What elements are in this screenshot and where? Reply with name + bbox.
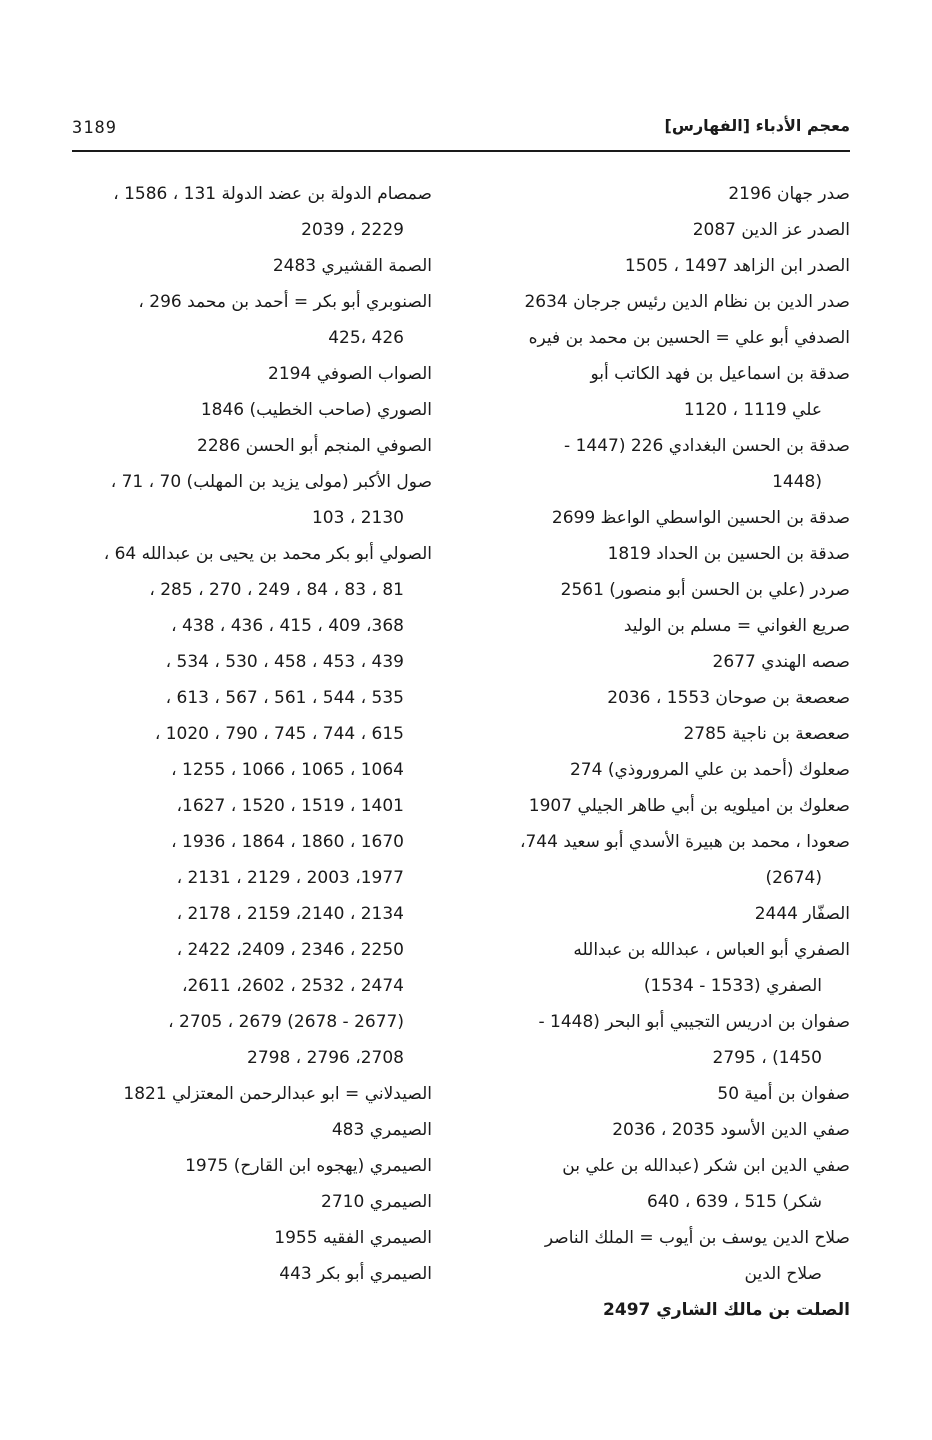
index-entry-continuation: 2250 ، 2346 ، 2409، 2422 ، <box>176 940 404 960</box>
page-number: 3189 <box>72 118 117 138</box>
index-entry: صدقة بن الحسين الواسطي الواعظ 2699 <box>551 508 850 528</box>
index-entry: الصواب الصوفي 2194 <box>268 364 432 384</box>
index-entry-continuation: (1448 <box>772 472 822 492</box>
index-entry: الصمة القشيري 2483 <box>272 256 432 276</box>
index-entry-continuation: 439 ، 453 ، 458 ، 530 ، 534 ، <box>165 652 404 672</box>
index-entry: الصيدلاني = ابو عبدالرحمن المعتزلي 1821 <box>123 1084 432 1104</box>
index-entry-continuation: 1401 ، 1519 ، 1520 ، 1627، <box>176 796 404 816</box>
index-entry: الصيمري (يهجوه ابن القارح) 1975 <box>185 1156 432 1176</box>
index-entry: الصدر ابن الزاهد 1497 ، 1505 <box>624 256 850 276</box>
index-entry: صعصعة بن ناجية 2785 <box>683 724 850 744</box>
index-entry: صعصعة بن صوحان 1553 ، 2036 <box>607 688 850 708</box>
index-entry-continuation: شكر) 515 ، 639 ، 640 <box>646 1192 822 1212</box>
index-entry-continuation: 535 ، 544 ، 561 ، 567 ، 613 ، <box>165 688 404 708</box>
index-entry: الصدفي أبو علي = الحسين بن محمد بن فيره <box>528 328 850 348</box>
index-entry: صعودا ، محمد بن هبيرة الأسدي أبو سعيد 744، <box>519 832 850 852</box>
index-entry: صدر جهان 2196 <box>728 184 850 204</box>
index-entry: الصدر عز الدين 2087 <box>692 220 850 240</box>
index-entry: صفوان بن أمية 50 <box>717 1084 850 1104</box>
index-entry: صفي الدين ابن شكر (عبدالله بن علي بن <box>562 1156 850 1176</box>
index-entry: صول الأكبر (مولى يزيد بن المهلب) 70 ، 71 ، <box>110 472 432 492</box>
index-entry: الصيمري الفقيه 1955 <box>274 1228 432 1248</box>
index-entry: صمصام الدولة بن عضد الدولة 131 ، 1586 ، <box>113 184 432 204</box>
index-entry-continuation: 2130 ، 103 <box>311 508 404 528</box>
index-entry: الصوفي المنجم أبو الحسن 2286 <box>197 436 432 456</box>
index-entry: صدقة بن اسماعيل بن فهد الكاتب أبو <box>590 364 850 384</box>
index-entry-continuation: 368، 409 ، 415 ، 436 ، 438 ، <box>171 616 404 636</box>
index-entry-continuation: 1064 ، 1065 ، 1066 ، 1255 ، <box>171 760 404 780</box>
index-column-right <box>490 176 850 1328</box>
index-entry-continuation: الصفري (1533 - 1534) <box>643 976 822 996</box>
index-entry: صريع الغواني = مسلم بن الوليد <box>623 616 850 636</box>
index-entry: الصفري أبو العباس ، عبدالله بن عبدالله <box>573 940 850 960</box>
index-entry-continuation: 2708، 2796 ، 2798 <box>247 1048 404 1068</box>
index-entry: صصه الهندي 2677 <box>712 652 850 672</box>
index-entry: الصنوبري أبو بكر = أحمد بن محمد 296 ، <box>138 292 432 312</box>
book-title: معجم الأدباء [الفهارس] <box>664 116 850 135</box>
index-entry: الصيمري أبو بكر 443 <box>279 1264 432 1284</box>
index-entry-continuation: 81 ، 83 ، 84 ، 249 ، 270 ، 285 ، <box>149 580 404 600</box>
index-entry: الصفّار 2444 <box>754 904 850 924</box>
index-entry: صلاح الدين يوسف بن أيوب = الملك الناصر <box>544 1228 850 1248</box>
index-entry-continuation: 1977، 2003 ، 2129 ، 2131 ، <box>176 868 404 888</box>
index-entry-continuation: 1450) ، 2795 <box>712 1048 822 1068</box>
index-entry: الصيمري 2710 <box>321 1192 432 1212</box>
index-entry: صعلوك (أحمد بن علي المروروذي) 274 <box>569 760 850 780</box>
index-entry: صدقة بن الحسن البغدادي 226 (1447 - <box>564 436 850 456</box>
index-entry-continuation: 2229 ، 2039 <box>301 220 404 240</box>
index-entry: صدقة بن الحسين بن الحداد 1819 <box>607 544 850 564</box>
index-entry: الصولي أبو بكر محمد بن يحيى بن عبدالله 64 ، <box>103 544 432 564</box>
index-entry: صفي الدين الأسود 2035 ، 2036 <box>612 1120 850 1140</box>
index-entry-continuation: 1670 ، 1860 ، 1864 ، 1936 ، <box>171 832 404 852</box>
index-entry-continuation: صلاح الدين <box>744 1264 822 1284</box>
index-column-left <box>62 176 432 1292</box>
index-entry: الصيمري 483 <box>331 1120 432 1140</box>
index-entry: الصوري (صاحب الخطيب) 1846 <box>200 400 432 420</box>
index-entry-continuation: 2134 ، 2140، 2159 ، 2178 ، <box>176 904 404 924</box>
index-entry-continuation: (2674) <box>765 868 822 888</box>
index-entry: صفوان بن ادريس التجيبي أبو البحر (1448 - <box>538 1012 850 1032</box>
index-entry-continuation: 615 ، 744 ، 745 ، 790 ، 1020 ، <box>154 724 404 744</box>
index-entry-continuation: (2677 - 2678) 2679 ، 2705 ، <box>168 1012 404 1032</box>
index-entry-continuation: علي 1119 ، 1120 <box>683 400 822 420</box>
index-entry-continuation: 426 ،425 <box>328 328 404 348</box>
index-entry: صدر الدين بن نظام الدين رئيس جرجان 2634 <box>524 292 850 312</box>
page-header <box>72 112 850 152</box>
index-entry-continuation: 2474 ، 2532 ، 2602، 2611، <box>181 976 404 996</box>
index-entry: صعلوك بن اميلويه بن أبي طاهر الجيلي 1907 <box>528 796 850 816</box>
index-entry: الصلت بن مالك الشاري 2497 <box>603 1300 850 1320</box>
index-entry: صردر (علي بن الحسن أبو منصور) 2561 <box>560 580 850 600</box>
